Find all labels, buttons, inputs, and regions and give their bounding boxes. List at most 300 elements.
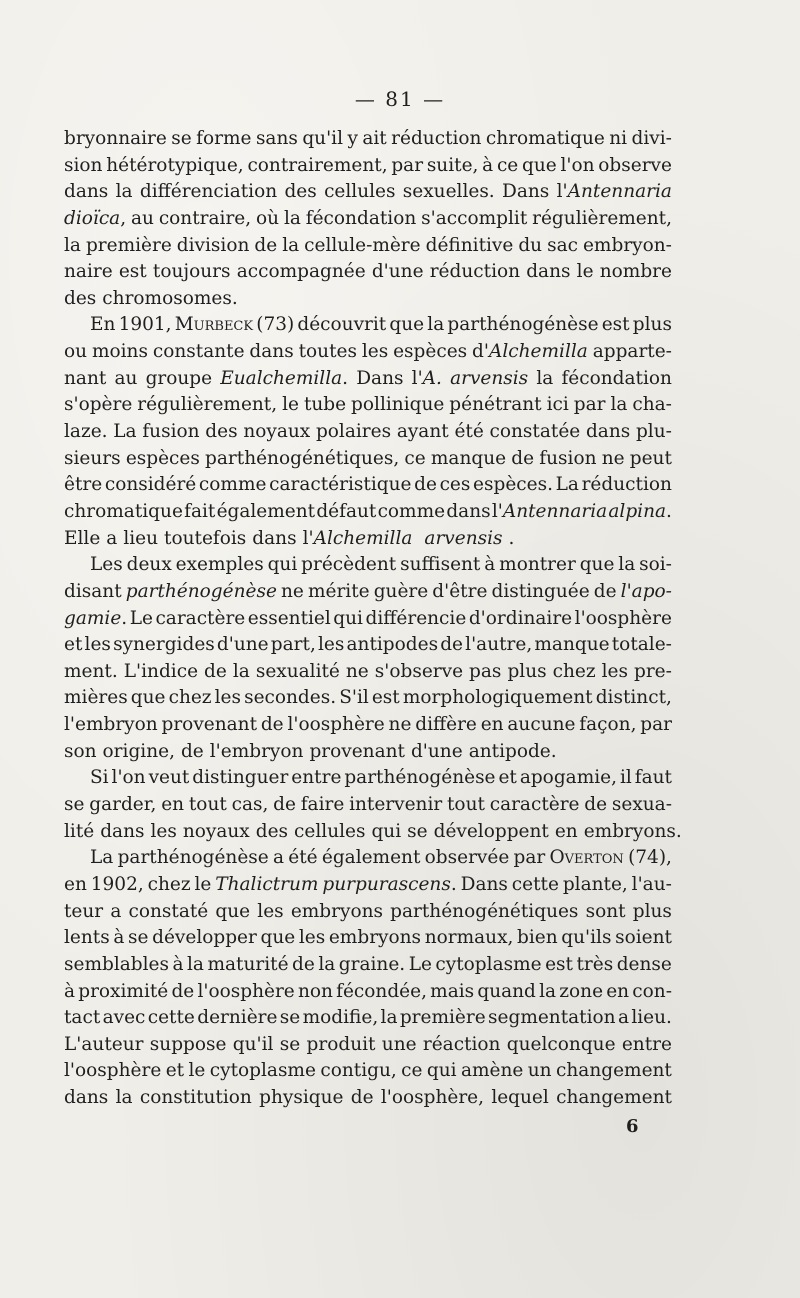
word: sieurs <box>64 447 121 469</box>
word: soi- <box>639 554 672 576</box>
word: contigu, <box>320 1060 397 1082</box>
word: toutefois <box>164 527 247 549</box>
word: Dans <box>460 873 508 895</box>
word: parthénogénèse <box>447 314 599 336</box>
word: qui <box>267 554 298 576</box>
word: le <box>188 1060 206 1082</box>
word: fécondation <box>305 207 417 229</box>
word: l'autre, <box>465 634 533 656</box>
word: modifie, <box>302 1007 379 1029</box>
word: parthénogénèse <box>117 847 269 869</box>
word: que <box>130 687 166 709</box>
text-line <box>64 1005 672 1032</box>
word: antipodes <box>346 634 439 656</box>
word: ait <box>362 128 387 149</box>
word: apogamie, <box>519 767 617 789</box>
word: dans <box>585 421 631 443</box>
word: également <box>216 500 316 522</box>
word: l'A. <box>411 367 442 389</box>
word: ment. <box>64 660 118 682</box>
word: la <box>282 234 300 256</box>
word: dans <box>100 820 145 842</box>
word: cellule-mère <box>304 234 421 256</box>
word: ces <box>439 474 471 496</box>
word: cette <box>511 873 559 895</box>
word: la <box>115 1087 133 1109</box>
word: forme <box>196 128 252 149</box>
word: les <box>150 820 177 842</box>
text-line <box>64 1085 672 1112</box>
word: qu'il <box>302 128 343 149</box>
word: développent <box>433 820 549 842</box>
word: La <box>90 847 114 869</box>
word: été <box>454 421 484 443</box>
word: la <box>539 980 557 1002</box>
text-line <box>64 579 672 606</box>
word: se <box>407 820 428 842</box>
word: les <box>601 660 628 682</box>
text-line <box>64 233 672 260</box>
word: suffisent <box>400 554 481 576</box>
word: par <box>640 714 672 736</box>
word: chromatique <box>64 500 183 522</box>
word: parthénogénétiques, <box>205 447 400 469</box>
word: en <box>161 794 185 816</box>
word: de <box>593 580 617 602</box>
word: quelconque <box>506 1033 616 1055</box>
word: d'être <box>432 580 488 602</box>
word: est <box>545 953 573 975</box>
word: Elle <box>64 527 101 549</box>
word: l'Antennaria <box>491 500 608 522</box>
word: suite, <box>426 154 479 176</box>
text-line <box>64 526 672 553</box>
word: origine, <box>102 740 175 762</box>
word: graine. <box>338 953 406 975</box>
word: dans <box>64 181 109 203</box>
word: (73) <box>256 314 295 336</box>
word: nombre <box>599 261 672 283</box>
text-line <box>64 1032 672 1059</box>
word: bien <box>517 927 558 949</box>
word: la <box>283 207 301 229</box>
word: en <box>480 714 504 736</box>
word: très <box>576 953 614 975</box>
word: arvensis . <box>424 527 515 549</box>
word: dans <box>249 341 294 363</box>
word: cas, <box>231 794 269 816</box>
word: cellules <box>324 181 396 203</box>
text-line <box>64 819 682 846</box>
word: faire <box>300 794 345 816</box>
word: considéré <box>104 474 197 496</box>
word: ni <box>609 128 628 149</box>
word: dans <box>252 527 297 549</box>
word: dense <box>616 953 672 975</box>
word: de <box>180 740 204 762</box>
word: aucune <box>507 714 576 736</box>
word: lents <box>64 927 110 949</box>
word: la <box>115 181 133 203</box>
text-line <box>64 179 672 206</box>
word: y <box>347 128 358 149</box>
word: plu- <box>635 421 672 443</box>
word: apparte- <box>592 341 672 363</box>
word: qu'il <box>232 1033 274 1055</box>
word: arvensis <box>450 367 529 389</box>
word: première <box>85 234 172 256</box>
word: régulièrement, <box>532 207 672 229</box>
word: Overton <box>549 847 624 869</box>
word: plus <box>632 900 672 922</box>
word: s'observe <box>374 660 464 682</box>
text-line <box>64 206 672 233</box>
word: mières <box>64 687 128 709</box>
word: Dans <box>502 181 550 203</box>
word: l'oosphère <box>64 1060 162 1082</box>
word: embryons. <box>583 820 682 842</box>
word: précèdent <box>301 554 397 576</box>
word: faut <box>634 767 672 789</box>
word: espèces <box>125 447 200 469</box>
word: lieu <box>123 527 159 549</box>
word: purpurascens. <box>322 873 457 895</box>
word: fusion <box>539 447 597 469</box>
word: veut <box>148 767 190 789</box>
word: la <box>610 394 628 416</box>
word: des <box>255 820 289 842</box>
word: Si <box>90 767 109 789</box>
word: le <box>194 873 212 895</box>
text-line <box>64 126 672 153</box>
word: ce <box>404 447 426 469</box>
word: constaté <box>128 900 209 922</box>
word: tout <box>447 794 485 816</box>
word: intervenir <box>349 794 443 816</box>
word: s'opère <box>64 394 133 416</box>
word: il <box>619 767 632 789</box>
word: à <box>64 980 76 1002</box>
word: Dans <box>356 367 404 389</box>
word: que <box>215 900 251 922</box>
word: Le <box>408 953 432 975</box>
word: embryon- <box>582 234 672 256</box>
word: parthénogénèse <box>344 767 496 789</box>
word: du <box>518 234 543 256</box>
word: a <box>273 847 285 869</box>
word: un <box>527 1060 552 1082</box>
word: synergides <box>113 634 215 656</box>
word: être <box>64 474 103 496</box>
word: guère <box>373 580 429 602</box>
word: ne <box>388 714 412 736</box>
word: fusion <box>142 421 200 443</box>
text-line <box>64 845 672 872</box>
word: se <box>171 128 192 149</box>
word: embryons <box>328 927 422 949</box>
word: chez <box>168 687 212 709</box>
word: noyaux <box>243 421 311 443</box>
word: produit <box>306 1033 376 1055</box>
word: les <box>298 927 326 949</box>
word: part, <box>270 634 316 656</box>
word: divi- <box>631 128 672 149</box>
word: ce <box>496 154 519 176</box>
word: accompagnée <box>236 261 366 283</box>
word: essentiel <box>247 607 331 629</box>
word: naire <box>64 261 113 283</box>
word: distinct, <box>595 687 672 709</box>
word: que <box>389 314 425 336</box>
word: à <box>484 554 496 576</box>
word: la <box>318 953 336 975</box>
word: a <box>617 1007 629 1029</box>
word: semblables <box>64 953 169 975</box>
word: antipode. <box>468 740 557 762</box>
word: plante, <box>562 873 628 895</box>
word: parthénogénétiques <box>390 900 579 922</box>
word: groupe <box>145 367 213 389</box>
word: disant <box>64 580 122 602</box>
word: polaires <box>315 421 392 443</box>
word: l'Antennaria <box>556 181 672 203</box>
word: sans <box>255 128 298 149</box>
text-line <box>64 606 672 633</box>
word: constitution <box>139 1087 252 1109</box>
text-line <box>64 392 672 419</box>
word: cette <box>147 1007 195 1029</box>
word: ne <box>345 660 369 682</box>
word: se <box>279 1007 301 1029</box>
text-line <box>64 925 672 952</box>
text-line <box>64 765 672 792</box>
text-line <box>64 552 672 579</box>
word: réduction <box>391 128 482 149</box>
word: que <box>260 927 296 949</box>
word: (74), <box>628 847 672 869</box>
word: qui <box>371 820 402 842</box>
word: d'ordinaire <box>468 607 573 629</box>
word: provenant <box>161 714 258 736</box>
word: fait <box>184 500 216 522</box>
text-line <box>64 872 672 899</box>
word: a <box>110 900 122 922</box>
word: ou <box>64 341 88 363</box>
word: ne <box>281 580 304 602</box>
word: qu'ils <box>561 927 612 949</box>
text-line <box>64 499 672 526</box>
word: de <box>292 953 315 975</box>
word: suppose <box>149 1033 227 1055</box>
word: régulièrement, <box>137 394 278 416</box>
word: amène <box>460 1060 524 1082</box>
word: entre <box>291 767 342 789</box>
word: l'embryon <box>64 714 158 736</box>
word: l'Alchemilla <box>302 527 413 549</box>
word: changement <box>556 1060 672 1082</box>
text-line <box>64 259 672 286</box>
word: exemples <box>175 554 264 576</box>
word: au <box>130 207 154 229</box>
word: l'oosphère <box>197 980 295 1002</box>
word: zone <box>559 980 604 1002</box>
word: est <box>601 314 630 336</box>
word: La <box>113 421 137 443</box>
word: toutes <box>298 341 357 363</box>
word: défaut <box>316 500 377 522</box>
word: à <box>172 953 184 975</box>
word: sexua- <box>611 794 672 816</box>
word: avec <box>102 1007 146 1029</box>
word: sexuelles. <box>402 181 495 203</box>
word: l'oosphère <box>287 714 385 736</box>
word: est <box>118 261 147 283</box>
word: mérite <box>307 580 370 602</box>
word: une <box>381 1033 417 1055</box>
word: le <box>576 261 594 283</box>
text-line <box>64 446 672 473</box>
word: la <box>536 367 554 389</box>
word: secondes. <box>244 687 337 709</box>
word: d'une <box>371 261 424 283</box>
word: moins <box>91 341 148 363</box>
word: chromosomes. <box>102 287 238 309</box>
word: tube <box>303 394 347 416</box>
word: fécondée, <box>336 980 427 1002</box>
word: con- <box>632 980 672 1002</box>
word: de <box>254 234 278 256</box>
word: d'Alchemilla <box>472 341 588 363</box>
word: réduction <box>429 261 521 283</box>
text-line <box>64 685 672 712</box>
word: non <box>297 980 333 1002</box>
word: dernière <box>197 1007 278 1029</box>
word: caractéristique <box>269 474 412 496</box>
word: 1902, <box>90 873 144 895</box>
word: différenciation <box>139 181 278 203</box>
word: La <box>555 474 579 496</box>
word: la <box>380 1007 398 1029</box>
word: de <box>260 714 284 736</box>
word: sac <box>547 234 578 256</box>
text-line <box>64 792 672 819</box>
word: bryonnaire <box>64 128 167 149</box>
word: 1901, <box>118 314 172 336</box>
word: la <box>618 554 636 576</box>
word: différencie <box>365 607 467 629</box>
word: maturité <box>207 953 289 975</box>
word: constante <box>152 341 245 363</box>
word: totale- <box>611 634 672 656</box>
word: les <box>214 687 241 709</box>
word: manque <box>534 634 610 656</box>
word: pas <box>469 660 502 682</box>
text-line <box>64 472 672 499</box>
word: en <box>554 820 578 842</box>
word: hétérotypique, <box>106 154 244 176</box>
word: Thalictrum <box>215 873 319 895</box>
word: Murbeck <box>174 314 254 336</box>
word: ayant <box>396 421 449 443</box>
word: observe <box>598 154 672 176</box>
word: définitive <box>425 234 514 256</box>
word: chez <box>147 873 191 895</box>
page-number: — 81 — <box>354 87 446 111</box>
text-line <box>64 952 672 979</box>
body-text <box>64 126 682 1112</box>
word: entre <box>621 1033 672 1055</box>
word: l'apo- <box>620 580 672 602</box>
word: distinguée <box>491 580 590 602</box>
word: tout <box>188 794 227 816</box>
word: de <box>414 474 437 496</box>
word: sion <box>64 154 103 176</box>
word: deux <box>126 554 172 576</box>
word: ce <box>401 1060 423 1082</box>
word: peut <box>629 447 672 469</box>
word: dans <box>526 261 571 283</box>
word: première <box>399 1007 486 1029</box>
word: des <box>205 421 238 443</box>
word: de <box>350 1087 374 1109</box>
word: Le <box>129 607 153 629</box>
word: lieu. <box>631 1007 672 1029</box>
text-line <box>64 979 672 1006</box>
word: se <box>279 1033 301 1055</box>
word: contraire, <box>158 207 252 229</box>
text-line <box>64 286 672 313</box>
word: à <box>482 154 494 176</box>
word: le <box>282 394 299 416</box>
word: de <box>204 660 227 682</box>
word: normaux, <box>424 927 514 949</box>
word: d'une <box>216 634 269 656</box>
word: l'embryon <box>209 740 304 762</box>
word: a <box>106 527 118 549</box>
word: garder, <box>89 794 157 816</box>
word: les <box>257 900 284 922</box>
word: ici <box>546 394 569 416</box>
word: de <box>584 794 608 816</box>
word: chez <box>552 660 596 682</box>
text-line <box>64 339 672 366</box>
text-line <box>64 899 672 926</box>
word: cytoplasme <box>209 1060 316 1082</box>
word: comme <box>198 474 267 496</box>
word: changement <box>556 1087 672 1109</box>
word: où <box>256 207 280 229</box>
word: des <box>64 287 97 309</box>
word: Eualchemilla. <box>220 367 349 389</box>
word: distinguer <box>192 767 289 789</box>
word: été <box>288 847 318 869</box>
word: pre- <box>634 660 672 682</box>
word: noyaux <box>182 820 250 842</box>
word: espèces. <box>473 474 553 496</box>
word: S'il <box>339 687 369 709</box>
word: l'au- <box>631 873 672 895</box>
word: laze. <box>64 421 108 443</box>
word: l'oosphère <box>574 607 672 629</box>
word: teur <box>64 900 104 922</box>
word: Les <box>90 554 123 576</box>
word: lequel <box>491 1087 549 1109</box>
word: la <box>64 234 81 256</box>
word: proximité <box>78 980 169 1002</box>
word: ne <box>601 447 625 469</box>
word: que <box>522 154 557 176</box>
word: provenant <box>309 740 405 762</box>
